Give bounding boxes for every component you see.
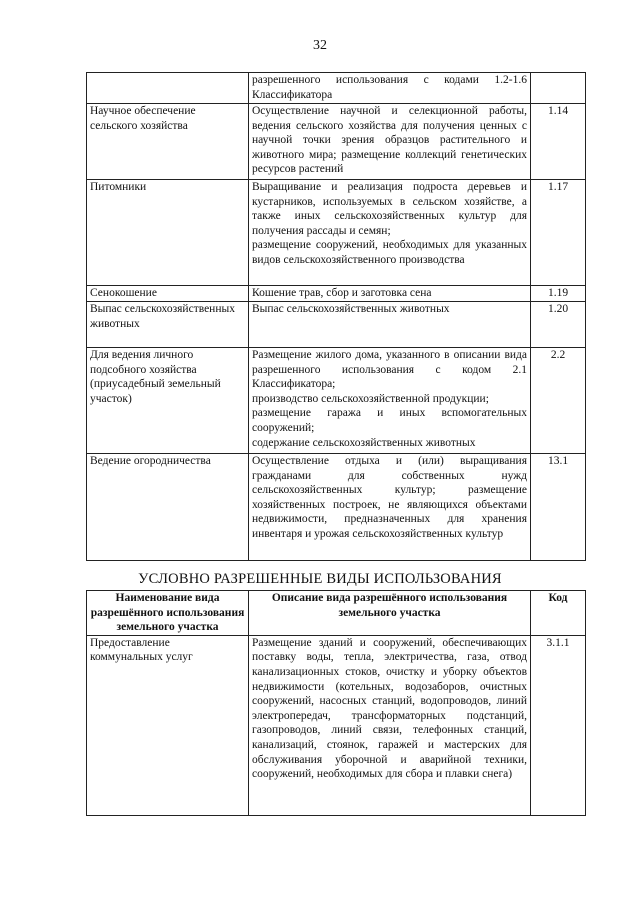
description-paragraph: разрешенного использования с кодами 1.2-1.6 Классификатора [252, 74, 527, 101]
table-row [87, 286, 586, 302]
land-use-table-conditional [86, 590, 586, 816]
description-paragraph: размещение гаража и иных вспомогательных сооружений; [252, 407, 527, 434]
description-paragraph: Выпас сельскохозяйственных животных [252, 303, 450, 315]
row-name [87, 73, 249, 104]
row-code: 3.1.1 [531, 635, 586, 815]
row-code: 1.17 [531, 180, 586, 286]
row-name: Питомники [87, 180, 249, 286]
row-description [249, 180, 531, 286]
table-row [87, 635, 586, 815]
row-description [249, 302, 531, 348]
row-name: Научное обеспечение сельского хозяйства [87, 104, 249, 180]
row-code: 1.19 [531, 286, 586, 302]
header-name: Наименование вида разрешённого использования земельного участка [87, 591, 249, 636]
description-paragraph: Осуществление отдыха и (или) выращивания гражданами для собственных нужд сельскохозяйственных культур; размещение хозяйственных построек, не являющихся объектами недвижимости, предназначенных для хранения инвентаря и урожая сельскохозяйственных культур [252, 455, 527, 540]
description-paragraph: Кошение трав, сбор и заготовка сена [252, 287, 432, 299]
row-name: Сенокошение [87, 286, 249, 302]
row-code: 1.14 [531, 104, 586, 180]
section-title: УСЛОВНО РАЗРЕШЕННЫЕ ВИДЫ ИСПОЛЬЗОВАНИЯ [138, 571, 502, 587]
table-row [87, 302, 586, 348]
row-description [249, 104, 531, 180]
table-row [87, 104, 586, 180]
table-row [87, 348, 586, 454]
row-name: Предоставление коммунальных услуг [87, 635, 249, 815]
header-description: Описание вида разрешённого использования земельного участка [249, 591, 531, 636]
page-number: 32 [313, 38, 327, 53]
row-name: Ведение огородничества [87, 454, 249, 561]
row-description [249, 286, 531, 302]
row-description [249, 454, 531, 561]
table-header-row [87, 591, 586, 636]
description-paragraph: содержание сельскохозяйственных животных [252, 436, 476, 449]
table-row [87, 73, 586, 104]
row-code: 1.20 [531, 302, 586, 348]
row-code [531, 73, 586, 104]
header-code: Код [531, 591, 586, 636]
row-description [249, 348, 531, 454]
row-description [249, 635, 531, 815]
description-paragraph: Размещение зданий и сооружений, обеспечивающих поставку воды, тепла, электричества, газа, отвод канализационных стоков, очистку и уборку объектов недвижимости (котельных, водозаборов, очистных сооружений, насосных станций, водопроводов, линий электропередач, трансформаторных подстанций, газопроводов, линий связи, телефонных станций, канализаций, стоянок, гаражей и мастерских для обслуживания уборочной и аварийной техники, сооружений, необходимых для сбора и плавки снега) [252, 636, 527, 781]
description-paragraph: размещение сооружений, необходимых для указанных видов сельскохозяйственного производства [252, 239, 527, 266]
land-use-table-main [86, 72, 586, 561]
row-name: Выпас сельскохозяйственных животных [87, 302, 249, 348]
row-description [249, 73, 531, 104]
description-paragraph: Выращивание и реализация подроста деревьев и кустарников, используемых в сельском хозяйстве, а также иных сельскохозяйственных культур для получения рассады и семян; [252, 181, 527, 237]
row-code: 2.2 [531, 348, 586, 454]
table-row [87, 180, 586, 286]
description-paragraph: Осуществление научной и селекционной работы, ведения сельского хозяйства для получения ценных с научной точки зрения образцов растительного и животного мира; размещение коллекций генетических ресурсов растений [252, 105, 527, 176]
table-row [87, 454, 586, 561]
row-code: 13.1 [531, 454, 586, 561]
description-paragraph: производство сельскохозяйственной продукции; [252, 392, 489, 405]
description-paragraph: Размещение жилого дома, указанного в описании вида разрешенного использования с кодом 2.1 Классификатора; [252, 349, 527, 391]
row-name: Для ведения личного подсобного хозяйства (приусадебный земельный участок) [87, 348, 249, 454]
